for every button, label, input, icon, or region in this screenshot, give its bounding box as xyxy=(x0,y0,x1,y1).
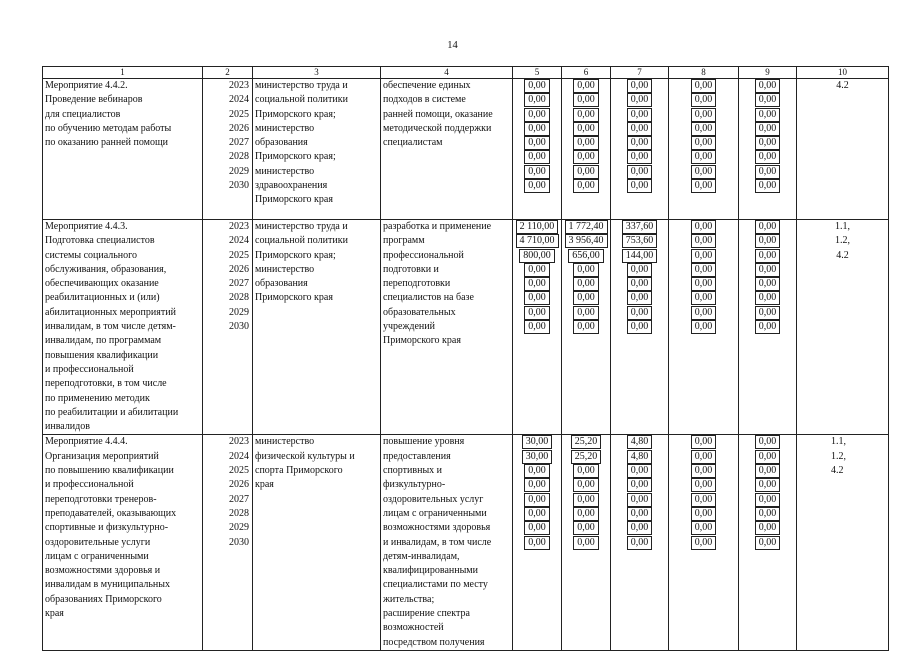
col-header: 5 xyxy=(513,67,562,79)
result-line: переподготовки xyxy=(383,278,451,290)
c5-line: 0,00 xyxy=(515,277,559,291)
c5-cell xyxy=(513,220,562,435)
c8-cell xyxy=(669,79,739,220)
table-row xyxy=(43,79,889,220)
result-line: программ xyxy=(383,235,425,247)
c10-cell xyxy=(797,220,889,435)
c9-line: 0,00 xyxy=(741,536,794,550)
c7-line: 0,00 xyxy=(613,521,666,535)
result-line: подходов в системе xyxy=(383,94,466,106)
c6-cell xyxy=(562,79,611,220)
c8-line: 0,00 xyxy=(671,306,736,320)
c10-cell xyxy=(797,435,889,650)
c6-line: 0,00 xyxy=(564,306,608,320)
activity-line: Мероприятие 4.4.4. xyxy=(45,436,128,448)
result-line: детям-инвалидам, xyxy=(383,550,460,562)
c9-cell xyxy=(739,220,797,435)
executor-line: министерство труда и xyxy=(255,80,348,91)
activity-line: обслуживания, образования, xyxy=(45,263,167,275)
c10-line: 1.1, xyxy=(835,221,850,232)
c10-line: 1.2, xyxy=(831,450,846,462)
c8-cell xyxy=(669,435,739,650)
col-header: 3 xyxy=(253,67,381,79)
activity-line: инвалидам в муниципальных xyxy=(45,579,170,591)
c5-line: 0,00 xyxy=(515,165,559,179)
c9-line: 0,00 xyxy=(741,450,794,464)
years-line: 2030 xyxy=(229,536,249,548)
executor-line: министерство xyxy=(255,436,315,448)
c8-line: 0,00 xyxy=(671,320,736,334)
c7-line: 0,00 xyxy=(613,536,666,550)
result-line: специалистами по месту xyxy=(383,579,488,591)
c7-line: 0,00 xyxy=(613,150,666,164)
activity-line: Мероприятие 4.4.3. xyxy=(45,221,128,232)
c8-line: 0,00 xyxy=(671,521,736,535)
col-header: 10 xyxy=(797,67,889,79)
c7-line: 0,00 xyxy=(613,136,666,150)
c8-line: 0,00 xyxy=(671,464,736,478)
activity-line: переподготовки тренеров- xyxy=(45,493,157,505)
activity-line: Мероприятие 4.4.2. xyxy=(45,80,128,91)
activity-line: спортивные и физкультурно- xyxy=(45,522,169,534)
c5-line: 0,00 xyxy=(515,122,559,136)
years-line: 2027 xyxy=(229,493,249,505)
c8-line: 0,00 xyxy=(671,179,736,193)
executor-line: социальной политики xyxy=(255,235,348,247)
executor-line: здравоохранения xyxy=(255,180,328,192)
c7-line: 0,00 xyxy=(613,79,666,93)
result-line: обеспечение единых xyxy=(383,80,471,91)
activity-line: образованиях Приморского xyxy=(45,593,162,605)
c6-line: 0,00 xyxy=(564,93,608,107)
c8-line: 0,00 xyxy=(671,507,736,521)
years-line: 2024 xyxy=(229,450,249,462)
c7-line: 0,00 xyxy=(613,320,666,334)
c9-line: 0,00 xyxy=(741,263,794,277)
years-line: 2030 xyxy=(229,321,249,333)
activity-line: инвалидов xyxy=(45,421,90,433)
result-line: посредством получения xyxy=(383,636,485,648)
c9-line: 0,00 xyxy=(741,179,794,193)
c5-line: 0,00 xyxy=(515,136,559,150)
c10-cell xyxy=(797,79,889,220)
c9-line: 0,00 xyxy=(741,108,794,122)
c8-line: 0,00 xyxy=(671,249,736,263)
c8-line: 0,00 xyxy=(671,136,736,150)
result-line: подготовки и xyxy=(383,263,439,275)
activity-line: инвалидам, в том числе детям- xyxy=(45,321,176,333)
c5-line: 30,00 xyxy=(515,450,559,464)
activity-line: абилитационных мероприятий xyxy=(45,306,176,318)
activity-cell xyxy=(43,220,203,435)
result-line: учреждений xyxy=(383,321,435,333)
c8-line: 0,00 xyxy=(671,536,736,550)
executor-line: физической культуры и xyxy=(255,450,355,462)
c9-line: 0,00 xyxy=(741,93,794,107)
c6-line: 0,00 xyxy=(564,478,608,492)
c5-line: 0,00 xyxy=(515,179,559,193)
result-line: методической поддержки xyxy=(383,122,492,134)
c8-line: 0,00 xyxy=(671,220,736,234)
col-header: 9 xyxy=(739,67,797,79)
years-line: 2030 xyxy=(229,180,249,192)
executor-line: Приморского края; xyxy=(255,249,336,261)
executor-line: министерство xyxy=(255,122,315,134)
c9-line: 0,00 xyxy=(741,234,794,248)
c9-line: 0,00 xyxy=(741,122,794,136)
c6-line: 0,00 xyxy=(564,165,608,179)
c6-line: 0,00 xyxy=(564,79,608,93)
activity-line: инвалидам, по программам xyxy=(45,335,162,347)
c5-line: 800,00 xyxy=(515,249,559,263)
c9-line: 0,00 xyxy=(741,291,794,305)
c6-line: 0,00 xyxy=(564,136,608,150)
c5-line: 0,00 xyxy=(515,320,559,334)
activity-line: обеспечивающих оказание xyxy=(45,278,159,290)
c5-line: 0,00 xyxy=(515,306,559,320)
c6-line: 0,00 xyxy=(564,108,608,122)
result-line: возможностями здоровья xyxy=(383,522,491,534)
activity-line: Организация мероприятий xyxy=(45,450,159,462)
years-line: 2029 xyxy=(229,165,249,177)
years-line: 2027 xyxy=(229,278,249,290)
c7-cell xyxy=(611,435,669,650)
col-header: 1 xyxy=(43,67,203,79)
years-line: 2027 xyxy=(229,137,249,149)
c9-line: 0,00 xyxy=(741,79,794,93)
years-cell xyxy=(203,79,253,220)
result-line: ранней помощи, оказание xyxy=(383,108,493,120)
c8-line: 0,00 xyxy=(671,263,736,277)
c9-line: 0,00 xyxy=(741,306,794,320)
c5-line: 0,00 xyxy=(515,478,559,492)
result-line: Приморского края xyxy=(383,335,461,347)
c10-line: 1.2, xyxy=(835,235,850,247)
c8-line: 0,00 xyxy=(671,493,736,507)
executor-line: Приморского края; xyxy=(255,151,336,163)
activity-line: переподготовки, в том числе xyxy=(45,378,167,390)
c6-line: 3 956,40 xyxy=(564,234,608,248)
c8-line: 0,00 xyxy=(671,291,736,305)
col-header: 2 xyxy=(203,67,253,79)
years-cell xyxy=(203,435,253,650)
c9-line: 0,00 xyxy=(741,464,794,478)
c5-line: 4 710,00 xyxy=(515,234,559,248)
c9-line: 0,00 xyxy=(741,220,794,234)
activity-line: лицам с ограниченными xyxy=(45,550,149,562)
years-line: 2025 xyxy=(229,249,249,261)
c8-line: 0,00 xyxy=(671,150,736,164)
c8-line: 0,00 xyxy=(671,165,736,179)
activity-line: системы социального xyxy=(45,249,138,261)
executor-line: социальной политики xyxy=(255,94,348,106)
years-line: 2026 xyxy=(229,263,249,275)
activity-line: оздоровительные услуги xyxy=(45,536,151,548)
activity-line: и профессиональной xyxy=(45,363,134,375)
result-line: оздоровительных услуг xyxy=(383,493,484,505)
col-header: 7 xyxy=(611,67,669,79)
activity-cell xyxy=(43,79,203,220)
c9-line: 0,00 xyxy=(741,478,794,492)
c7-line: 0,00 xyxy=(613,291,666,305)
c9-line: 0,00 xyxy=(741,136,794,150)
c9-line: 0,00 xyxy=(741,165,794,179)
result-line: физкультурно- xyxy=(383,479,446,491)
executor-line: спорта Приморского xyxy=(255,465,343,477)
c6-line: 0,00 xyxy=(564,150,608,164)
c6-line: 0,00 xyxy=(564,507,608,521)
table-row xyxy=(43,220,889,435)
c7-line: 0,00 xyxy=(613,507,666,521)
result-cell xyxy=(381,220,513,435)
years-line: 2024 xyxy=(229,235,249,247)
c7-line: 0,00 xyxy=(613,179,666,193)
years-line: 2023 xyxy=(229,221,249,232)
years-cell xyxy=(203,220,253,435)
c6-line: 0,00 xyxy=(564,493,608,507)
c10-line: 1.1, xyxy=(831,436,846,448)
years-line: 2028 xyxy=(229,507,249,519)
activity-cell xyxy=(43,435,203,650)
c7-line: 0,00 xyxy=(613,122,666,136)
result-line: и инвалидам, в том числе xyxy=(383,536,492,548)
result-line: спортивных и xyxy=(383,465,443,477)
executor-cell xyxy=(253,79,381,220)
c9-cell xyxy=(739,435,797,650)
c9-cell xyxy=(739,79,797,220)
executor-line: образования xyxy=(255,137,308,149)
c6-cell xyxy=(562,220,611,435)
activity-line: повышения квалификации xyxy=(45,349,159,361)
c9-line: 0,00 xyxy=(741,521,794,535)
c9-line: 0,00 xyxy=(741,435,794,449)
result-cell xyxy=(381,435,513,650)
activity-line: Проведение вебинаров xyxy=(45,94,143,106)
executor-line: образования xyxy=(255,278,308,290)
c9-line: 0,00 xyxy=(741,249,794,263)
years-line: 2026 xyxy=(229,122,249,134)
executor-line: Приморского края; xyxy=(255,108,336,120)
col-header: 6 xyxy=(562,67,611,79)
c7-line: 0,00 xyxy=(613,165,666,179)
result-line: жительства; xyxy=(383,593,435,605)
c7-cell xyxy=(611,79,669,220)
col-header: 4 xyxy=(381,67,513,79)
c9-line: 0,00 xyxy=(741,277,794,291)
c8-line: 0,00 xyxy=(671,450,736,464)
c5-line: 0,00 xyxy=(515,263,559,277)
activity-line: по оказанию ранней помощи xyxy=(45,137,169,149)
c8-line: 0,00 xyxy=(671,108,736,122)
executor-cell xyxy=(253,220,381,435)
result-line: специалистам xyxy=(383,137,443,149)
activity-line: по повышению квалификации xyxy=(45,465,174,477)
c8-line: 0,00 xyxy=(671,277,736,291)
years-line: 2025 xyxy=(229,108,249,120)
executor-line: Приморского края xyxy=(255,292,333,304)
c8-line: 0,00 xyxy=(671,79,736,93)
executor-cell xyxy=(253,435,381,650)
c6-line: 0,00 xyxy=(564,122,608,136)
result-line: разработка и применение xyxy=(383,221,492,232)
activity-line: Подготовка специалистов xyxy=(45,235,155,247)
header-row xyxy=(43,67,889,79)
c5-line: 0,00 xyxy=(515,93,559,107)
activity-line: по реабилитации и абилитации xyxy=(45,406,179,418)
result-line: профессиональной xyxy=(383,249,464,261)
activity-line: по применению методик xyxy=(45,392,150,404)
c5-line: 0,00 xyxy=(515,108,559,122)
c7-line: 0,00 xyxy=(613,464,666,478)
result-line: расширение спектра xyxy=(383,608,470,620)
c6-line: 0,00 xyxy=(564,291,608,305)
c5-line: 0,00 xyxy=(515,150,559,164)
c5-line: 0,00 xyxy=(515,493,559,507)
c7-line: 0,00 xyxy=(613,263,666,277)
c5-line: 2 110,00 xyxy=(515,220,559,234)
years-line: 2029 xyxy=(229,306,249,318)
activity-line: преподавателей, оказывающих xyxy=(45,507,177,519)
c5-line: 30,00 xyxy=(515,435,559,449)
c5-line: 0,00 xyxy=(515,79,559,93)
c10-line: 4.2 xyxy=(836,249,849,261)
c7-line: 0,00 xyxy=(613,306,666,320)
result-cell xyxy=(381,79,513,220)
c7-line: 4,80 xyxy=(613,435,666,449)
executor-line: министерство труда и xyxy=(255,221,348,232)
table-row xyxy=(43,435,889,650)
c6-line: 25,20 xyxy=(564,435,608,449)
c7-line: 0,00 xyxy=(613,493,666,507)
result-line: лицам с ограниченными xyxy=(383,507,487,519)
c6-line: 0,00 xyxy=(564,464,608,478)
result-line: квалифицированными xyxy=(383,565,478,577)
c6-line: 0,00 xyxy=(564,320,608,334)
budget-table xyxy=(42,66,889,651)
c7-line: 753,60 xyxy=(613,234,666,248)
c5-line: 0,00 xyxy=(515,521,559,535)
c7-line: 337,60 xyxy=(613,220,666,234)
c6-line: 25,20 xyxy=(564,450,608,464)
c6-line: 1 772,40 xyxy=(564,220,608,234)
years-line: 2028 xyxy=(229,292,249,304)
c7-cell xyxy=(611,220,669,435)
c8-line: 0,00 xyxy=(671,478,736,492)
c5-line: 0,00 xyxy=(515,507,559,521)
result-line: повышение уровня xyxy=(383,436,465,448)
c8-cell xyxy=(669,220,739,435)
c6-line: 0,00 xyxy=(564,277,608,291)
c5-line: 0,00 xyxy=(515,464,559,478)
activity-line: возможностями здоровья и xyxy=(45,565,161,577)
c6-line: 0,00 xyxy=(564,263,608,277)
executor-line: министерство xyxy=(255,165,315,177)
executor-line: края xyxy=(255,479,274,491)
years-line: 2029 xyxy=(229,522,249,534)
activity-line: для специалистов xyxy=(45,108,121,120)
activity-line: по обучению методам работы xyxy=(45,122,172,134)
activity-line: реабилитационных и (или) xyxy=(45,292,160,304)
c7-line: 0,00 xyxy=(613,277,666,291)
result-line: образовательных xyxy=(383,306,456,318)
c7-line: 0,00 xyxy=(613,108,666,122)
result-line: возможностей xyxy=(383,622,444,634)
result-line: предоставления xyxy=(383,450,451,462)
c7-line: 0,00 xyxy=(613,478,666,492)
c10-line: 4.2 xyxy=(831,465,844,477)
c7-line: 0,00 xyxy=(613,93,666,107)
c10-line: 4.2 xyxy=(836,80,849,91)
c8-line: 0,00 xyxy=(671,234,736,248)
c6-line: 0,00 xyxy=(564,521,608,535)
c9-line: 0,00 xyxy=(741,507,794,521)
executor-line: Приморского края xyxy=(255,194,333,206)
c9-line: 0,00 xyxy=(741,320,794,334)
c8-line: 0,00 xyxy=(671,122,736,136)
c7-line: 144,00 xyxy=(613,249,666,263)
years-line: 2026 xyxy=(229,479,249,491)
c5-line: 0,00 xyxy=(515,536,559,550)
c6-line: 0,00 xyxy=(564,536,608,550)
c9-line: 0,00 xyxy=(741,493,794,507)
activity-line: и профессиональной xyxy=(45,479,134,491)
c6-cell xyxy=(562,435,611,650)
years-line: 2024 xyxy=(229,94,249,106)
c6-line: 656,00 xyxy=(564,249,608,263)
c5-line: 0,00 xyxy=(515,291,559,305)
activity-line: края xyxy=(45,608,64,620)
years-line: 2028 xyxy=(229,151,249,163)
years-line: 2023 xyxy=(229,436,249,448)
executor-line: министерство xyxy=(255,263,315,275)
c6-line: 0,00 xyxy=(564,179,608,193)
result-line: специалистов на базе xyxy=(383,292,474,304)
c8-line: 0,00 xyxy=(671,435,736,449)
page-number: 14 xyxy=(447,40,458,51)
c5-cell xyxy=(513,79,562,220)
c5-cell xyxy=(513,435,562,650)
c9-line: 0,00 xyxy=(741,150,794,164)
c7-line: 4,80 xyxy=(613,450,666,464)
years-line: 2025 xyxy=(229,465,249,477)
col-header: 8 xyxy=(669,67,739,79)
c8-line: 0,00 xyxy=(671,93,736,107)
years-line: 2023 xyxy=(229,80,249,91)
